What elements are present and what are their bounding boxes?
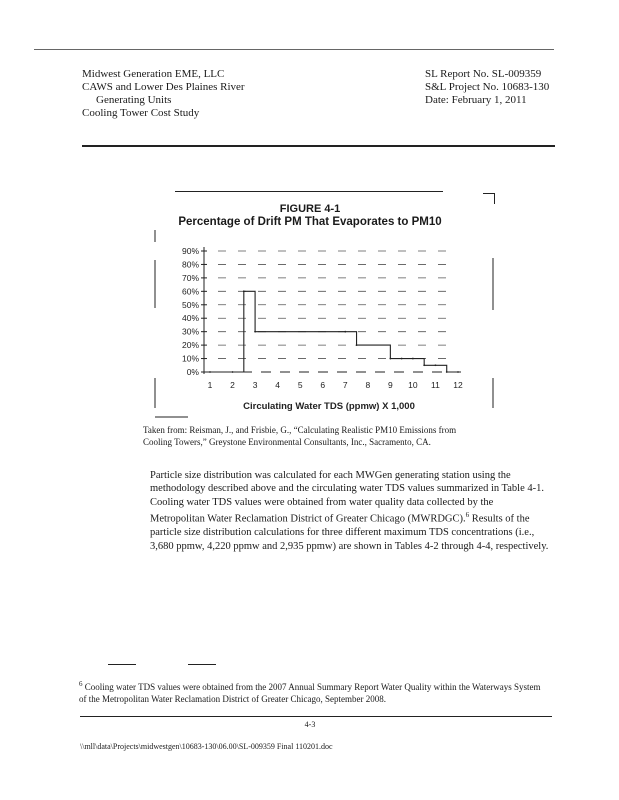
header-report-number: SL Report No. SL-009359 — [425, 68, 542, 80]
footer-rule — [80, 716, 552, 717]
series-point — [446, 371, 448, 373]
figure-source-line-1: Taken from: Reisman, J., and Frisbie, G., “Calculating Realistic PM10 Emissions from — [143, 425, 457, 435]
series-point — [243, 290, 245, 292]
x-tick-label: 9 — [387, 380, 393, 390]
chart-x-axis-label: Circulating Water TDS (ppmw) X 1,000 — [243, 401, 415, 412]
body-paragraph — [150, 469, 550, 553]
header-study-name: Cooling Tower Cost Study — [82, 107, 200, 119]
series-point — [423, 364, 425, 366]
x-tick-label: 6 — [320, 380, 326, 390]
footnote-separator-2 — [188, 664, 216, 665]
x-tick-label: 3 — [252, 380, 258, 390]
y-tick-label: 80% — [181, 259, 199, 270]
header-bottom-rule — [82, 145, 555, 147]
x-tick-label: 12 — [453, 380, 463, 390]
header-company: Midwest Generation EME, LLC — [82, 68, 225, 80]
figure-number: FIGURE 4-1 — [279, 203, 341, 215]
figure-source — [143, 425, 503, 448]
series-point — [435, 364, 437, 366]
series-point — [389, 358, 391, 360]
footnote-text: Cooling water TDS values were obtained from the 2007 Annual Summary Report Water Quality within the Waterways System of the Metropolitan Water Reclamation District of Greater Chicago, September 2008. — [79, 682, 541, 704]
x-tick-label: 11 — [431, 380, 440, 390]
y-tick-label: 10% — [181, 353, 199, 364]
header-left — [82, 68, 245, 120]
x-tick-label: 5 — [297, 380, 303, 390]
header-top-rule — [34, 49, 554, 50]
x-tick-label: 7 — [342, 380, 348, 390]
chart-gridlines — [218, 251, 458, 359]
paragraph-continuation: Results of the particle size distribution calculations for three different maximum TDS concentrations (i.e., 3,680 ppmw, 4,220 ppmw and 2,935 ppmw) are shown in Tables 4-2 through 4-4, respectively. — [150, 513, 549, 552]
series-point — [356, 344, 358, 346]
figure-title: Percentage of Drift PM That Evaporates to PM10 — [178, 216, 442, 228]
footnote-separator-1 — [108, 664, 136, 665]
header-project-number: S&L Project No. 10683-130 — [425, 81, 550, 93]
figure-top-rule — [175, 191, 443, 192]
series-point — [344, 331, 346, 333]
figure-corner-mark-vertical — [494, 193, 495, 204]
y-tick-label: 0% — [186, 367, 199, 377]
x-tick-label: 4 — [275, 380, 281, 390]
x-tick-label: 8 — [365, 380, 371, 390]
y-tick-label: 20% — [181, 340, 199, 351]
y-tick-label: 90% — [181, 246, 199, 256]
series-point — [457, 371, 459, 373]
header-units: Generating Units — [96, 94, 172, 106]
footnote-reference[interactable]: 6 — [465, 511, 470, 520]
y-tick-label: 50% — [181, 299, 199, 310]
x-tick-label: 2 — [230, 380, 235, 390]
y-tick-label: 70% — [181, 272, 199, 283]
series-point — [412, 358, 414, 360]
y-tick-label: 60% — [181, 286, 199, 297]
figure-source-line-2: Cooling Towers,” Greystone Environmental Consultants, Inc., Sacramento, CA. — [143, 436, 431, 447]
paragraph-text: Particle size distribution was calculated for each MWGen generating station using the methodology described above and the circulating water TDS values summarized in Table 4-1. Cooling water TDS values were obtained from water quality data collected by the Metropolitan Water Reclamation District of Greater Chicago (MWRDGC). — [150, 470, 544, 525]
y-tick-label: 40% — [181, 313, 199, 324]
y-tick-label: 30% — [181, 326, 199, 337]
footnote-mark: 6 — [79, 680, 83, 688]
x-tick-label: 10 — [408, 380, 418, 390]
page-number: 4-3 — [304, 720, 316, 729]
file-path: \\mll\data\Projects\midwestgen\10683-130\06.00\SL-009359 Final 110201.doc — [80, 742, 333, 751]
series-point — [254, 331, 256, 333]
footnote — [79, 679, 549, 705]
chart-y-axis — [182, 246, 207, 377]
drift-pm-chart — [140, 230, 520, 425]
header-date: Date: February 1, 2011 — [425, 94, 527, 106]
series-point — [401, 358, 403, 360]
series-point — [232, 371, 234, 373]
header-right — [425, 68, 549, 107]
x-tick-label: 1 — [207, 380, 213, 390]
series-point — [209, 371, 211, 373]
header-project-location: CAWS and Lower Des Plaines River — [82, 81, 245, 93]
chart-x-axis — [204, 372, 464, 390]
